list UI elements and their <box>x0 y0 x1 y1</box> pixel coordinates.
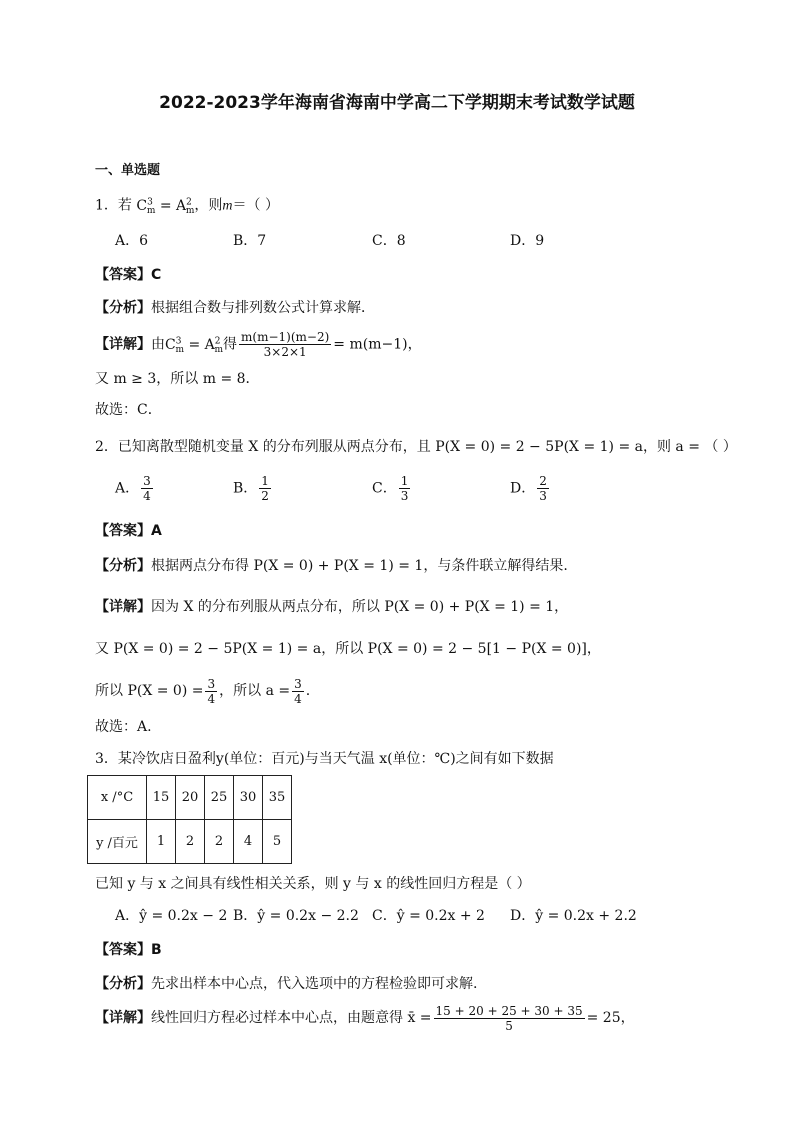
q3-data-table <box>87 775 292 864</box>
q3-question: 已知 y 与 x 之间具有线性相关关系，则 y 与 x 的线性回归方程是（ ） <box>95 876 531 892</box>
q2-option-c <box>372 474 412 503</box>
q2-option-d-den: 3 <box>539 489 547 503</box>
q1-option-c: C．8 <box>372 233 406 249</box>
q2-option-a-num: 3 <box>143 474 151 488</box>
q2-line3-den-2: 4 <box>294 691 302 706</box>
q1-detail-line2: 又 m ≥ 3，所以 m = 8． <box>95 371 260 387</box>
q2-option-d-letter: D． <box>510 480 536 497</box>
q3-option-b: B．ŷ = 0.2x − 2.2 <box>233 908 359 924</box>
q1-stem-prefix: 1．若 <box>95 197 132 214</box>
q2-option-d-fraction <box>537 474 549 503</box>
section-heading: 一、单选题 <box>95 163 161 178</box>
q2-detail <box>95 597 568 617</box>
q2-analysis-tag: 【分析】 <box>95 558 151 574</box>
q1-detail-fraction <box>239 330 331 359</box>
q2-detail-line3 <box>95 676 310 706</box>
q3-table-x-cell: 15 <box>147 776 176 820</box>
q2-option-b-num: 1 <box>261 474 269 488</box>
q3-detail <box>95 1003 635 1033</box>
q1-option-d: D．9 <box>510 233 545 249</box>
q3-table-row-y <box>88 820 292 864</box>
q2-option-b-den: 2 <box>261 489 269 503</box>
q2-line3-num-2: 3 <box>294 676 302 691</box>
q1-detail-numerator: m(m−1)(m−2) <box>241 330 330 345</box>
q3-table-y-cell: 2 <box>176 820 205 864</box>
q1-detail <box>95 326 422 365</box>
q1-stem-suffix: ＝（ ） <box>232 197 279 214</box>
q1-detail-denominator: 3×2×1 <box>263 345 307 360</box>
q1-analysis-text: 根据组合数与排列数公式计算求解． <box>151 300 375 316</box>
q2-option-b-fraction <box>259 474 271 503</box>
q1-combination-expr: $C^3_m = A^2_m$ <box>136 197 195 217</box>
q3-stem: 3．某冷饮店日盈利y(单位：百元)与当天气温 x(单位：℃)之间有如下数据 <box>95 751 554 767</box>
q1-detail-prefix: 由 <box>151 336 165 353</box>
q2-detail-tag: 【详解】 <box>95 599 151 615</box>
q3-option-a: A．ŷ = 0.2x − 2 <box>115 908 228 924</box>
q3-analysis-text: 先求出样本中心点，代入选项中的方程检验即可求解. <box>151 976 478 992</box>
q2-analysis <box>95 556 568 576</box>
q3-table-x-cell: 30 <box>234 776 263 820</box>
q3-analysis <box>95 974 477 994</box>
q2-option-a-fraction <box>141 474 153 503</box>
q3-detail-prefix: 线性回归方程必过样本中心点，由题意得 x̄ = <box>151 1010 432 1026</box>
q2-line3-den-1: 4 <box>207 691 216 706</box>
q1-stem-var: m <box>222 198 233 214</box>
page-title: 2022-2023学年海南省海南中学高二下学期期末考试数学试题 <box>159 93 635 113</box>
q3-table-y-label: y /百元 <box>88 820 147 864</box>
q3-option-d: D．ŷ = 0.2x + 2.2 <box>510 908 637 924</box>
q3-option-c: C．ŷ = 0.2x + 2 <box>372 908 485 924</box>
q2-option-d <box>510 474 551 503</box>
q1-option-b: B．7 <box>233 233 267 249</box>
q3-analysis-tag: 【分析】 <box>95 976 151 992</box>
q2-option-b <box>233 474 273 503</box>
q1-option-a: A．6 <box>115 233 149 249</box>
q1-detail-get: 得 <box>223 336 238 353</box>
q3-table-row-x <box>88 776 292 820</box>
q2-choose: 故选：A. <box>95 719 152 735</box>
q2-line3-suffix: . <box>305 683 311 699</box>
q2-line3-prefix: 所以 P(X = 0) = <box>95 683 204 699</box>
q2-answer: 【答案】A <box>95 523 162 539</box>
q3-table-x-label: x /°C <box>88 776 147 820</box>
q3-table-x-cell: 20 <box>176 776 205 820</box>
q2-option-c-letter: C． <box>372 480 397 497</box>
q1-analysis-tag: 【分析】 <box>95 300 151 316</box>
q2-option-c-den: 3 <box>400 489 409 503</box>
q1-detail-expr: $C^3_m = A^2_m$ <box>165 336 224 356</box>
q1-stem <box>95 192 279 221</box>
q2-stem: 2．已知离散型随机变量 X 的分布列服从两点分布，且 P(X = 0) = 2 − 5P(X = 1) = a，则 a = （ ） <box>95 439 737 455</box>
q3-table-y-cell: 2 <box>205 820 234 864</box>
q2-line3-fraction-2 <box>292 677 304 706</box>
q2-option-a-letter: A． <box>115 480 140 497</box>
q1-answer: 【答案】C <box>95 267 162 283</box>
q3-table-y-cell: 4 <box>234 820 263 864</box>
q3-table-y-cell: 5 <box>263 820 292 864</box>
q3-detail-numerator: 15 + 20 + 25 + 30 + 35 <box>435 1003 583 1018</box>
q1-detail-tag: 【详解】 <box>95 336 151 353</box>
q2-option-c-num: 1 <box>400 474 409 488</box>
q3-table-x-cell: 25 <box>205 776 234 820</box>
q2-option-c-fraction <box>399 474 411 503</box>
q2-detail-text: 因为 X 的分布列服从两点分布，所以 P(X = 0) + P(X = 1) = 1， <box>151 599 569 615</box>
q3-detail-denominator: 5 <box>505 1018 513 1033</box>
q3-table-y-cell: 1 <box>147 820 176 864</box>
q2-option-a-den: 4 <box>143 489 151 503</box>
q2-analysis-text: 根据两点分布得 P(X = 0) + P(X = 1) = 1，与条件联立解得结果. <box>151 558 568 574</box>
q2-option-b-letter: B． <box>233 480 258 497</box>
q2-option-d-num: 2 <box>539 474 547 488</box>
q2-line3-num-1: 3 <box>207 676 216 691</box>
q2-detail-line2: 又 P(X = 0) = 2 − 5P(X = 1) = a，所以 P(X = 0) = 2 − 5[1 − P(X = 0)]， <box>95 641 601 657</box>
q2-option-a <box>115 474 155 503</box>
q3-detail-tag: 【详解】 <box>95 1010 151 1026</box>
q3-detail-suffix: = 25， <box>586 1010 635 1026</box>
q3-detail-fraction <box>434 1004 585 1033</box>
q1-stem-mid: ，则 <box>194 197 223 214</box>
q3-answer: 【答案】B <box>95 942 162 958</box>
q1-choose: 故选：C． <box>95 402 162 418</box>
q2-line3-fraction-1 <box>205 677 217 706</box>
q1-analysis <box>95 298 375 318</box>
q3-table-x-cell: 35 <box>263 776 292 820</box>
q1-detail-suffix: = m(m−1)， <box>333 336 422 353</box>
q2-line3-mid: ，所以 a = <box>219 683 291 699</box>
